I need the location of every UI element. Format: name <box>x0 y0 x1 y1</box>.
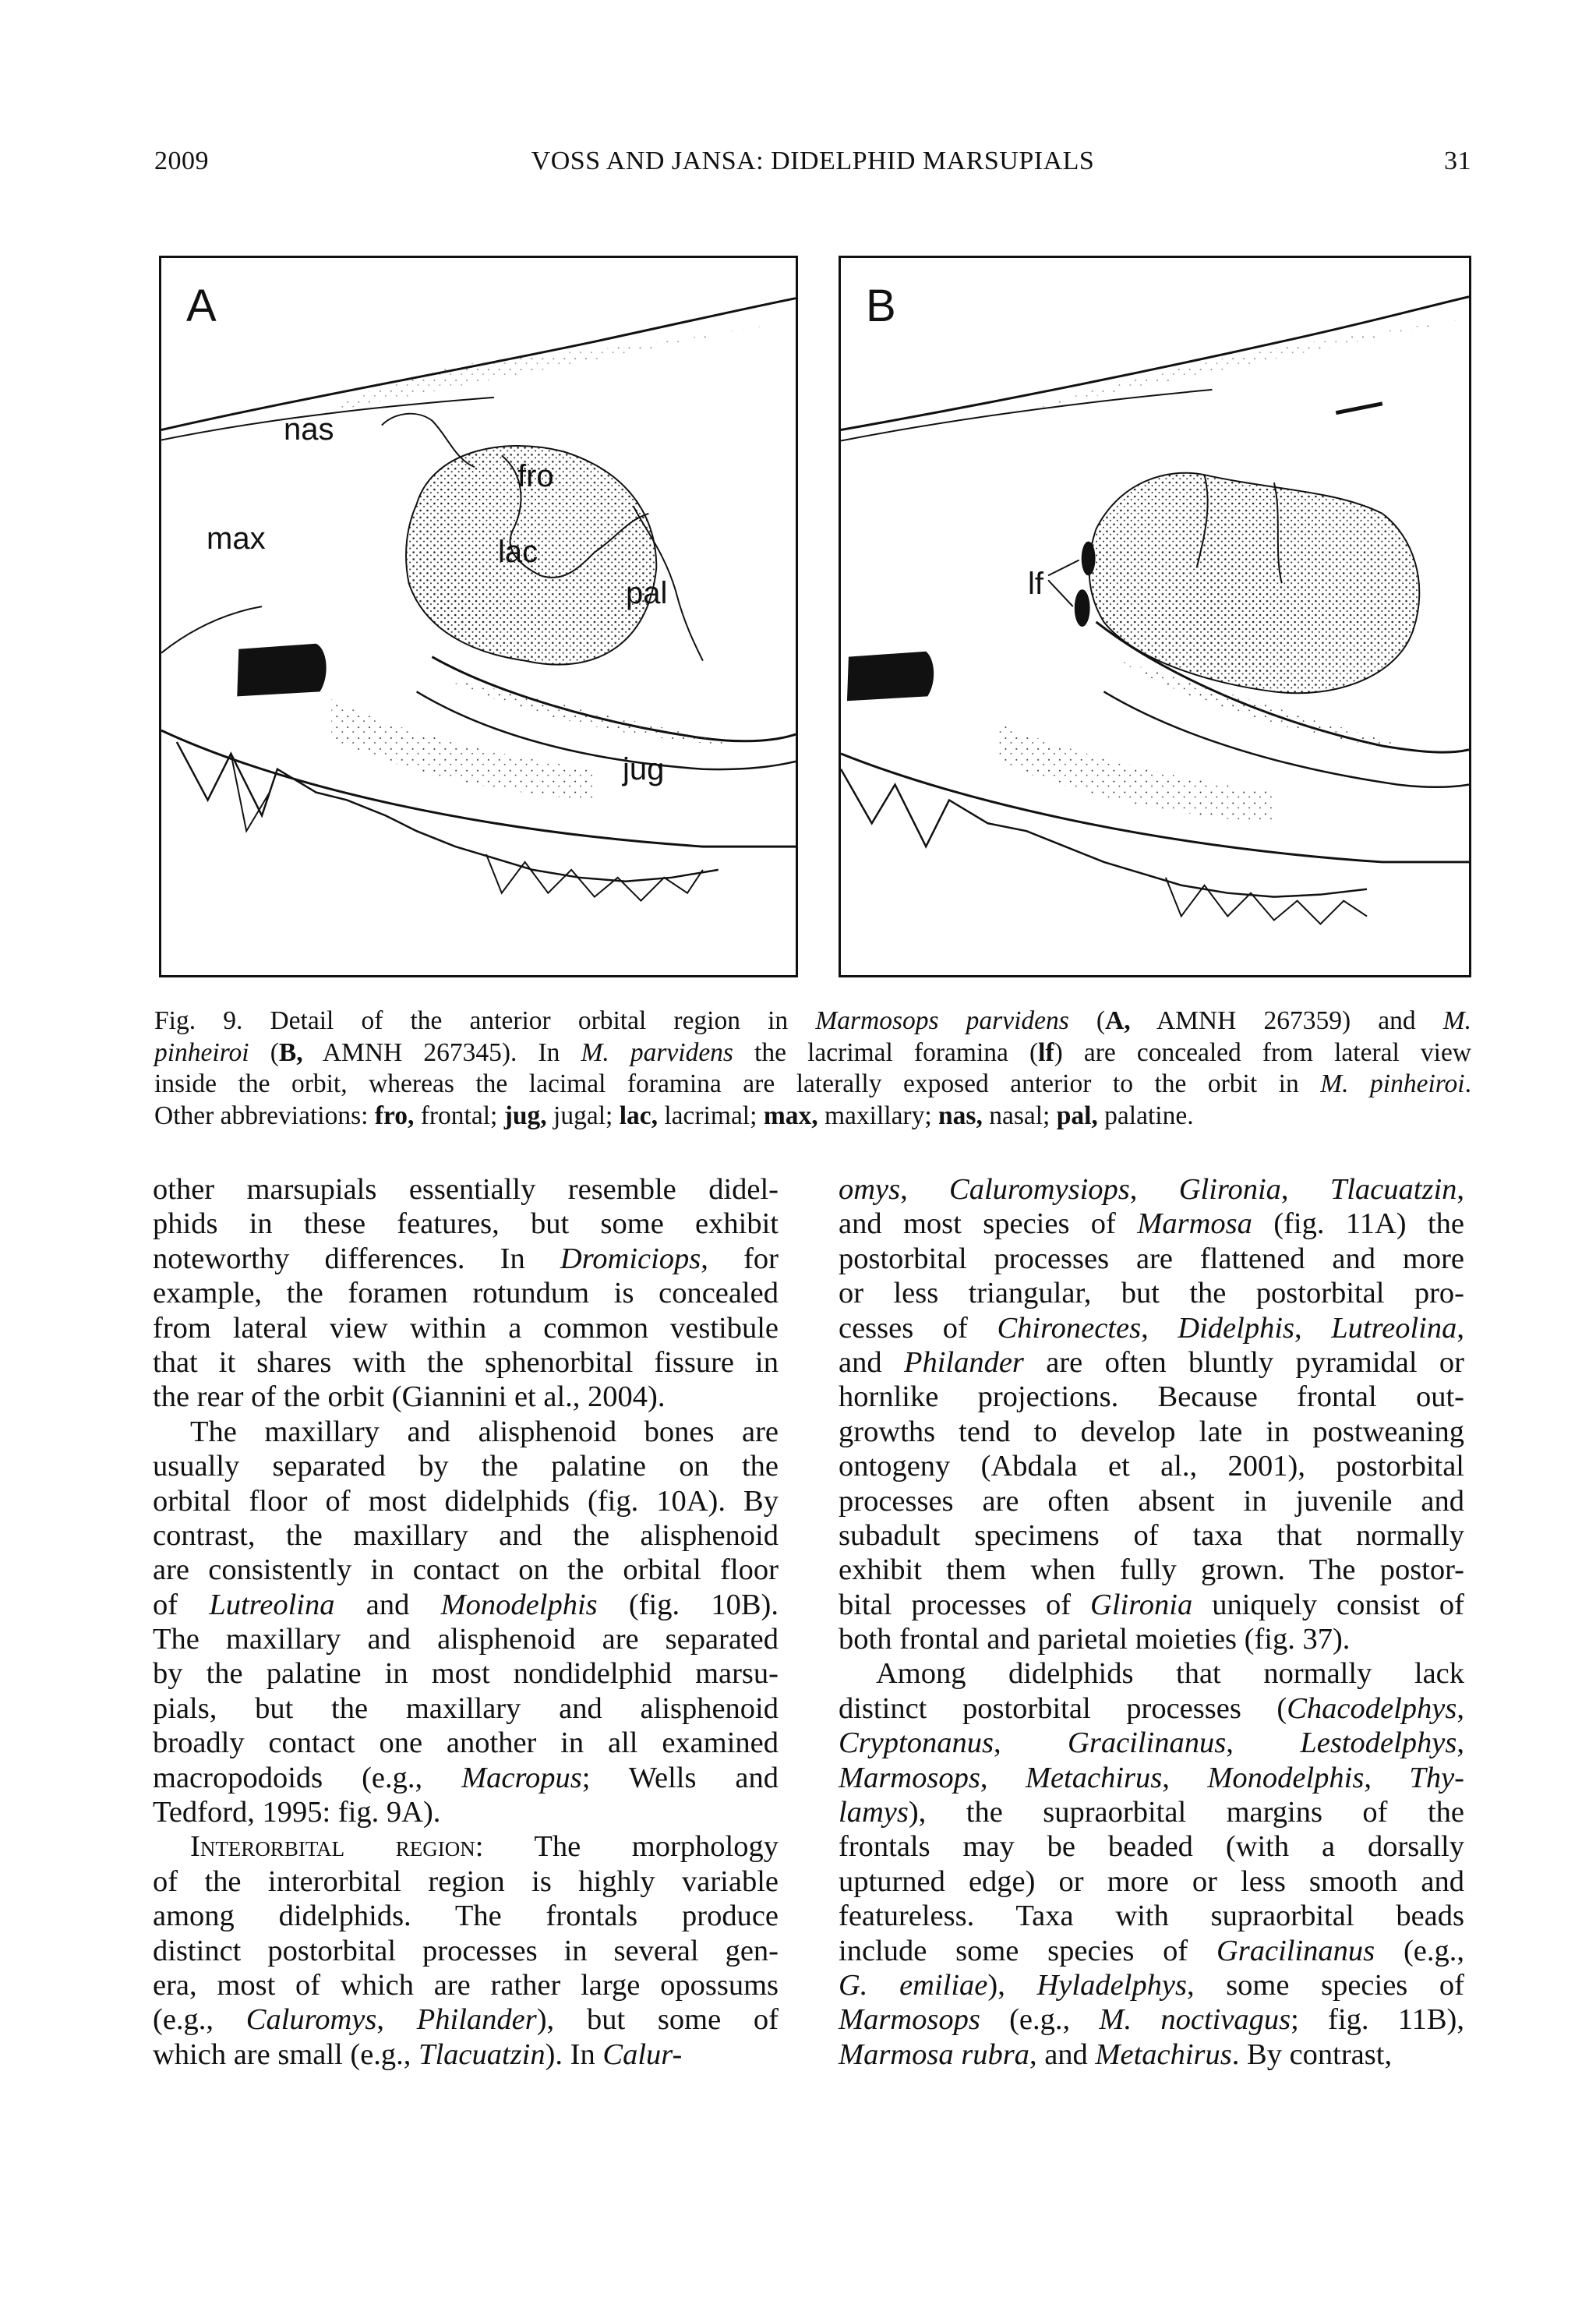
body-text-line: or less triangular, but the postorbital pro- <box>839 1277 1464 1310</box>
running-head-title: VOSS AND JANSA: DIDELPHID MARSUPIALS <box>531 147 1095 175</box>
body-text-line: The maxillary and alisphenoid bones are <box>190 1415 779 1448</box>
label-lf: lf <box>1028 567 1043 601</box>
body-text-line: Among didelphids that normally lack <box>876 1657 1464 1691</box>
body-text-line: bital processes of Glironia uniquely consist of <box>839 1588 1464 1621</box>
body-text-line: broadly contact one another in all examined <box>153 1726 779 1760</box>
body-text-line: G. emiliae), Hyladelphys, some species of <box>839 1968 1464 2002</box>
caption-line: Fig. 9. Detail of the anterior orbital region in Marmosops parvidens (A, AMNH 267359) and M. <box>154 1006 1472 1035</box>
label-lac: lac <box>498 535 538 569</box>
body-text-line: (e.g., Caluromys, Philander), but some of <box>153 2003 779 2037</box>
body-text-line: are consistently in contact on the orbital floor <box>153 1553 779 1587</box>
body-text-line: subadult specimens of taxa that normally <box>839 1518 1464 1552</box>
page-number: 31 <box>1444 147 1471 175</box>
label-jug: jug <box>623 752 665 786</box>
figure-panel-b <box>839 256 1471 977</box>
body-column-left <box>153 1172 779 2072</box>
body-text-line: both frontal and parietal moieties (fig. 37). <box>839 1623 1351 1656</box>
body-text-line: Cryptonanus, Gracilinanus, Lestodelphys, <box>839 1726 1464 1760</box>
body-text-line: Marmosa rubra, and Metachirus. By contrast, <box>839 2037 1393 2071</box>
body-text-line: and Philander are often bluntly pyramidal or <box>839 1345 1464 1379</box>
body-text-line: noteworthy differences. In Dromiciops, for <box>153 1242 779 1275</box>
body-text-line: include some species of Gracilinanus (e.g., <box>839 1934 1464 1967</box>
body-text-line: pials, but the maxillary and alisphenoid <box>153 1691 779 1725</box>
caption-line: pinheiroi (B, AMNH 267345). In M. parvidens the lacrimal foramina (lf) are concealed from lateral view <box>154 1037 1472 1067</box>
body-text-line: of the interorbital region is highly variable <box>153 1864 779 1898</box>
label-pal: pal <box>626 576 668 610</box>
body-text-line: era, most of which are rather large opossums <box>153 1968 779 2002</box>
body-text-line: other marsupials essentially resemble didel- <box>153 1173 779 1206</box>
label-max: max <box>207 521 266 556</box>
panel-letter-a: A <box>186 281 217 331</box>
caption-line: inside the orbit, whereas the lacimal foramina are laterally exposed anterior to the orbit in M. pinheiroi. <box>154 1069 1471 1098</box>
body-text-line: Marmosops, Metachirus, Monodelphis, Thy- <box>839 1761 1464 1794</box>
body-text-line: postorbital processes are flattened and more <box>839 1242 1464 1275</box>
body-text-line: distinct postorbital processes in several gen- <box>153 1934 779 1967</box>
body-text-line: phids in these features, but some exhibit <box>153 1207 779 1241</box>
label-fro: fro <box>517 459 554 493</box>
body-text-line: cesses of Chironectes, Didelphis, Lutreolina, <box>839 1311 1465 1345</box>
body-text-line: exhibit them when fully grown. The postor- <box>839 1553 1464 1587</box>
skull-drawing-b <box>841 258 1469 975</box>
skull-drawing-a <box>161 258 796 975</box>
body-text-line: among didelphids. The frontals produce <box>153 1900 779 1933</box>
body-text-line: hornlike projections. Because frontal out- <box>839 1380 1464 1414</box>
panel-letter-b: B <box>866 281 896 331</box>
body-text-line: from lateral view within a common vestibule <box>153 1311 779 1345</box>
body-text-line: by the palatine in most nondidelphid marsu- <box>153 1657 779 1691</box>
body-text-line: of Lutreolina and Monodelphis (fig. 10B). <box>153 1588 779 1621</box>
body-text-line: example, the foramen rotundum is concealed <box>153 1277 779 1310</box>
body-text-line: and most species of Marmosa (fig. 11A) the <box>839 1207 1464 1241</box>
body-text-line: ontogeny (Abdala et al., 2001), postorbital <box>839 1450 1464 1483</box>
body-text-line: omys, Caluromysiops, Glironia, Tlacuatzin, <box>839 1173 1465 1206</box>
body-text-line: macropodoids (e.g., Macropus; Wells and <box>153 1761 779 1794</box>
body-text-line: distinct postorbital processes (Chacodelphys, <box>839 1691 1464 1725</box>
figure-panel-a <box>159 256 798 977</box>
body-text-line: The maxillary and alisphenoid are separated <box>153 1623 779 1656</box>
caption-line: Other abbreviations: fro, frontal; jug, jugal; lac, lacrimal; max, maxillary; nas, nasal; pal, palatine. <box>154 1101 1194 1130</box>
body-text-line: usually separated by the palatine on the <box>153 1450 779 1483</box>
running-head-year: 2009 <box>154 147 209 175</box>
body-text-line: that it shares with the sphenorbital fissure in <box>153 1345 779 1379</box>
body-text-line: Marmosops (e.g., M. noctivagus; fig. 11B), <box>839 2003 1464 2037</box>
body-text-line: Interorbital region: The morphology <box>190 1830 779 1864</box>
body-text-line: lamys), the supraorbital margins of the <box>839 1796 1464 1829</box>
running-head <box>154 147 1471 186</box>
body-text-line: contrast, the maxillary and the alisphenoid <box>153 1518 779 1552</box>
body-text-line: processes are often absent in juvenile and <box>839 1484 1464 1518</box>
body-text-line: frontals may be beaded (with a dorsally <box>839 1830 1464 1864</box>
body-text-line: the rear of the orbit (Giannini et al., 2004). <box>153 1380 666 1414</box>
body-text-line: orbital floor of most didelphids (fig. 10A). By <box>153 1484 779 1518</box>
body-text-line: Tedford, 1995: fig. 9A). <box>153 1796 441 1829</box>
body-text-line: which are small (e.g., Tlacuatzin). In Calur- <box>153 2037 683 2071</box>
label-nas: nas <box>284 412 334 447</box>
figure-caption <box>154 1005 1471 1132</box>
body-column-right <box>839 1172 1464 2072</box>
body-text-line: upturned edge) or more or less smooth and <box>839 1864 1464 1898</box>
body-text-line: growths tend to develop late in postweaning <box>839 1415 1464 1448</box>
body-text-line: featureless. Taxa with supraorbital beads <box>839 1900 1464 1933</box>
